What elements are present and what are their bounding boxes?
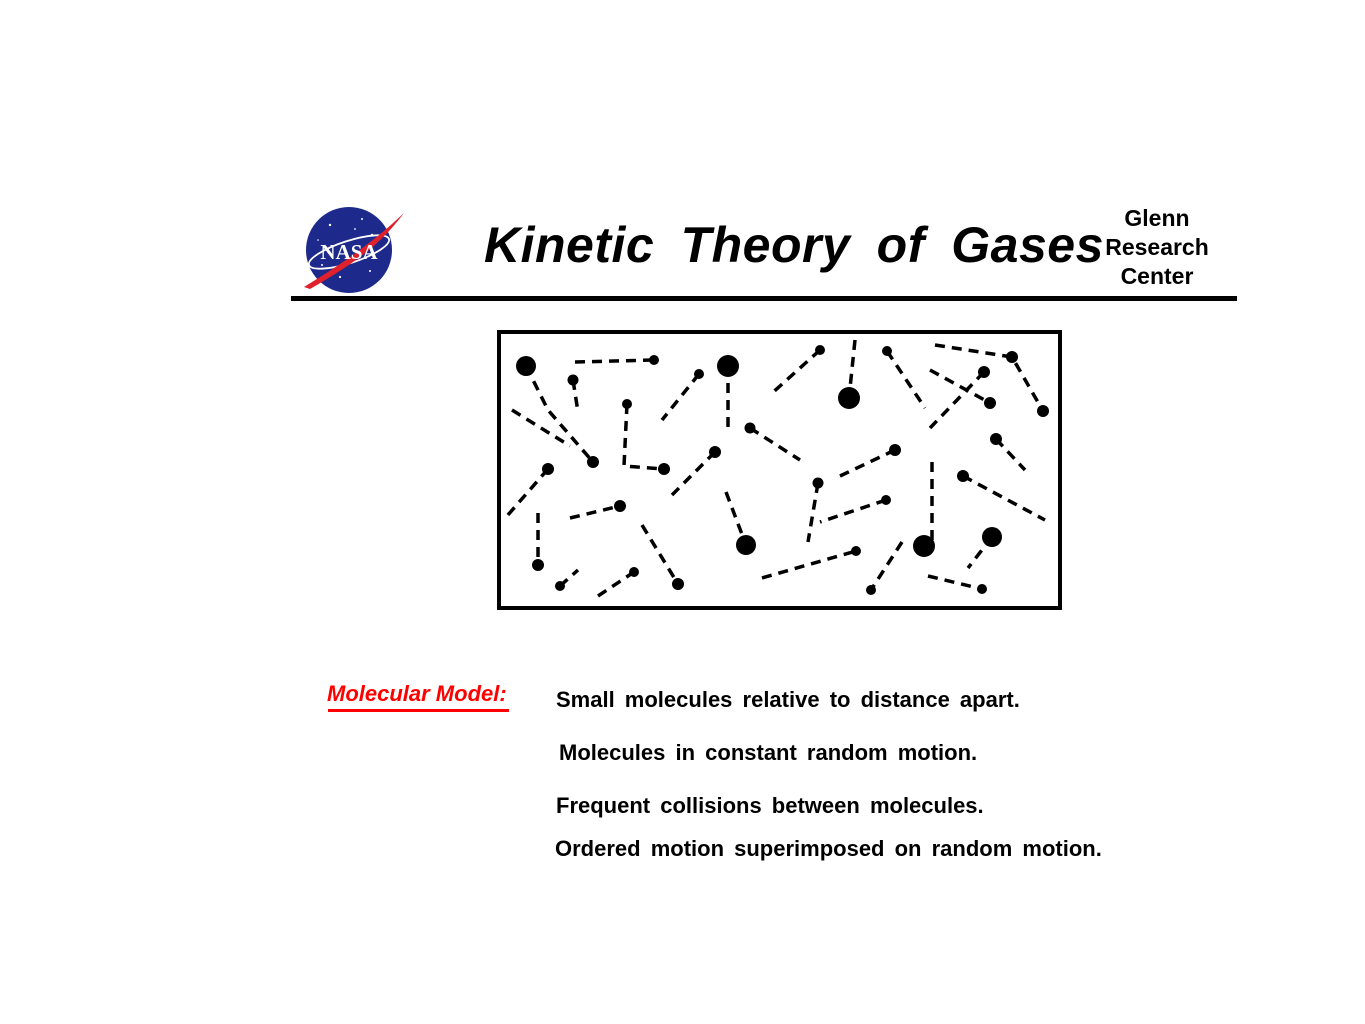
molecule	[881, 495, 891, 505]
molecule	[851, 546, 861, 556]
molecule	[736, 535, 756, 555]
model-statement-4: Ordered motion superimposed on random motion.	[555, 836, 1102, 861]
molecule	[984, 397, 996, 409]
molecule	[866, 585, 876, 595]
molecule	[815, 345, 825, 355]
molecule	[813, 478, 824, 489]
model-statement-3: Frequent collisions between molecules.	[556, 793, 984, 818]
container-box	[499, 332, 1060, 608]
gas-container-diagram	[495, 328, 1065, 613]
molecule	[516, 356, 536, 376]
molecule	[532, 559, 544, 571]
molecular-model-underline	[328, 709, 509, 712]
molecule	[649, 355, 659, 365]
molecule	[542, 463, 554, 475]
molecule	[745, 423, 756, 434]
molecule	[978, 366, 990, 378]
model-statement-1: Small molecules relative to distance apart.	[556, 687, 1020, 712]
molecule	[913, 535, 935, 557]
molecule	[977, 584, 987, 594]
molecule-paths	[507, 340, 1045, 596]
molecule	[672, 578, 684, 590]
molecule	[555, 581, 565, 591]
molecular-model-label: Molecular Model:	[327, 681, 507, 706]
molecule	[568, 375, 579, 386]
molecules	[516, 345, 1049, 595]
header-divider	[291, 296, 1237, 301]
molecule	[1006, 351, 1018, 363]
molecule	[709, 446, 721, 458]
molecule	[629, 567, 639, 577]
center-line-1: Glenn	[1124, 205, 1190, 231]
molecule	[658, 463, 670, 475]
molecule	[717, 355, 739, 377]
center-line-3: Center	[1120, 263, 1194, 289]
molecule	[982, 527, 1002, 547]
center-line-2: Research	[1105, 234, 1209, 260]
center-name	[1098, 204, 1216, 291]
model-statement-2: Molecules in constant random motion.	[559, 740, 978, 765]
molecule	[990, 433, 1002, 445]
molecule	[838, 387, 860, 409]
svg-text:NASA: NASA	[320, 240, 378, 264]
molecule	[957, 470, 969, 482]
page-title: Kinetic Theory of Gases	[484, 217, 1104, 273]
molecule	[694, 369, 704, 379]
molecule	[614, 500, 626, 512]
molecule	[622, 399, 632, 409]
molecule	[889, 444, 901, 456]
molecule	[882, 346, 892, 356]
nasa-logo-icon	[300, 205, 410, 295]
molecule	[587, 456, 599, 468]
molecule	[1037, 405, 1049, 417]
